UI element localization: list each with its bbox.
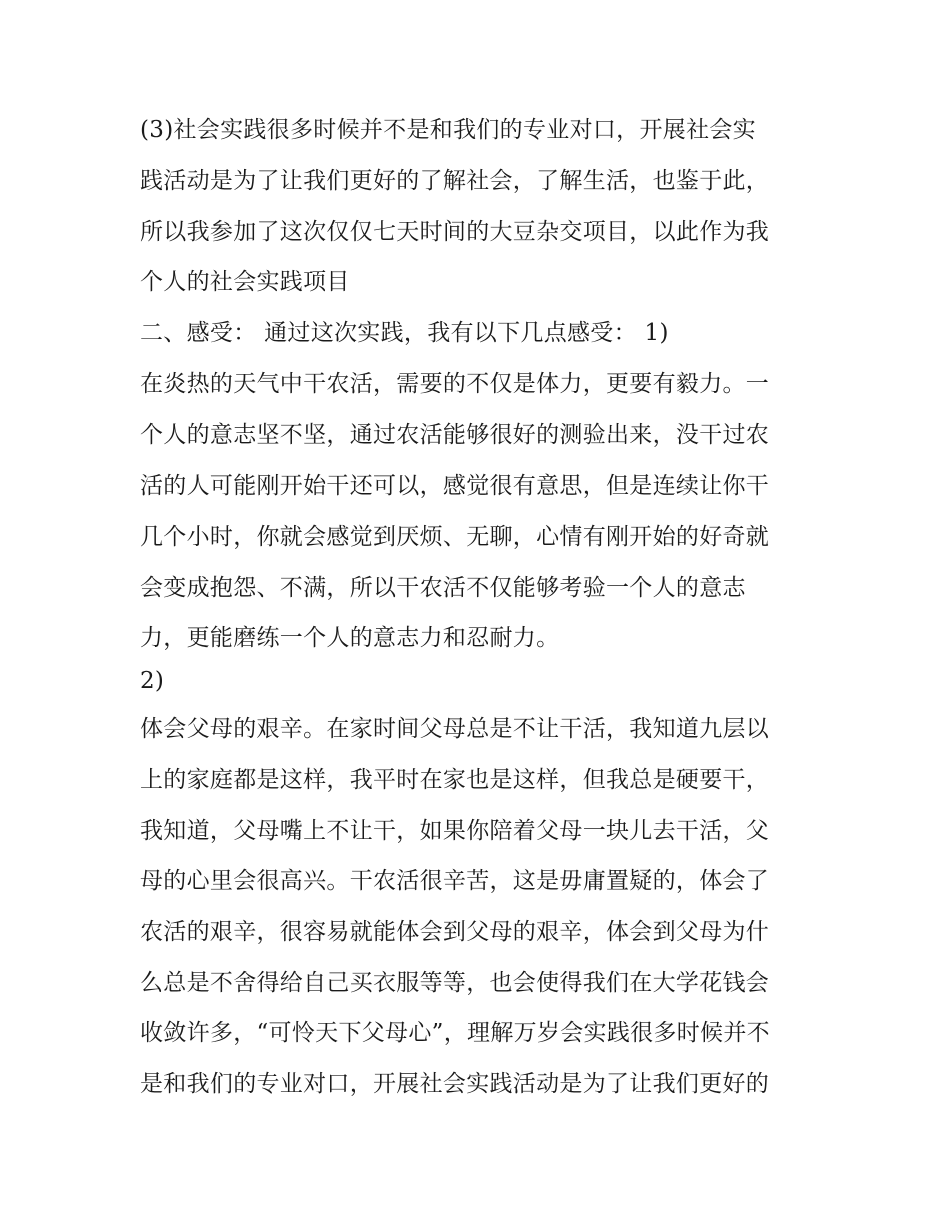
text-line: 力，更能磨练一个人的意志力和忍耐力。 (140, 625, 560, 651)
text-line: 农活的艰辛，很容易就能体会到父母的艰辛，体会到父母为什 (140, 919, 770, 945)
text-line: 活的人可能刚开始干还可以，感觉很有意思，但是连续让你干 (140, 473, 770, 499)
text-line: 个人的意志坚不坚，通过农活能够很好的测验出来，没干过农 (140, 422, 770, 448)
text-line: 所以我参加了这次仅仅七天时间的大豆杂交项目，以此作为我 (140, 219, 770, 245)
text-line: 上的家庭都是这样，我平时在家也是这样，但我总是硬要干， (140, 767, 770, 793)
text-line: 在炎热的天气中干农活，需要的不仅是体力，更要有毅力。一 (140, 371, 770, 397)
text-line: 母的心里会很高兴。干农活很辛苦，这是毋庸置疑的，体会了 (140, 868, 770, 894)
text-line: 是和我们的专业对口，开展社会实践活动是为了让我们更好的 (140, 1071, 770, 1097)
text-line: 我知道，父母嘴上不让干，如果你陪着父母一块儿去干活，父 (140, 818, 770, 844)
text-line: 几个小时，你就会感觉到厌烦、无聊，心情有刚开始的好奇就 (140, 524, 770, 550)
text-line: 会变成抱怨、不满，所以干农活不仅能够考验一个人的意志 (140, 575, 746, 601)
text-line: (3)社会实践很多时候并不是和我们的专业对口，开展社会实 (140, 117, 756, 143)
text-line: 么总是不舍得给自己买衣服等等，也会使得我们在大学花钱会 (140, 970, 770, 996)
text-line: 个人的社会实践项目 (140, 269, 350, 295)
text-line: 2) (140, 668, 165, 694)
text-line: 收敛许多，“可怜天下父母心”，理解万岁会实践很多时候并不 (140, 1020, 770, 1046)
text-line: 践活动是为了让我们更好的了解社会，了解生活，也鉴于此， (140, 168, 770, 194)
text-line: 二、感受： 通过这次实践，我有以下几点感受： 1) (140, 320, 669, 346)
text-line: 体会父母的艰辛。在家时间父母总是不让干活，我知道九层以 (140, 716, 770, 742)
